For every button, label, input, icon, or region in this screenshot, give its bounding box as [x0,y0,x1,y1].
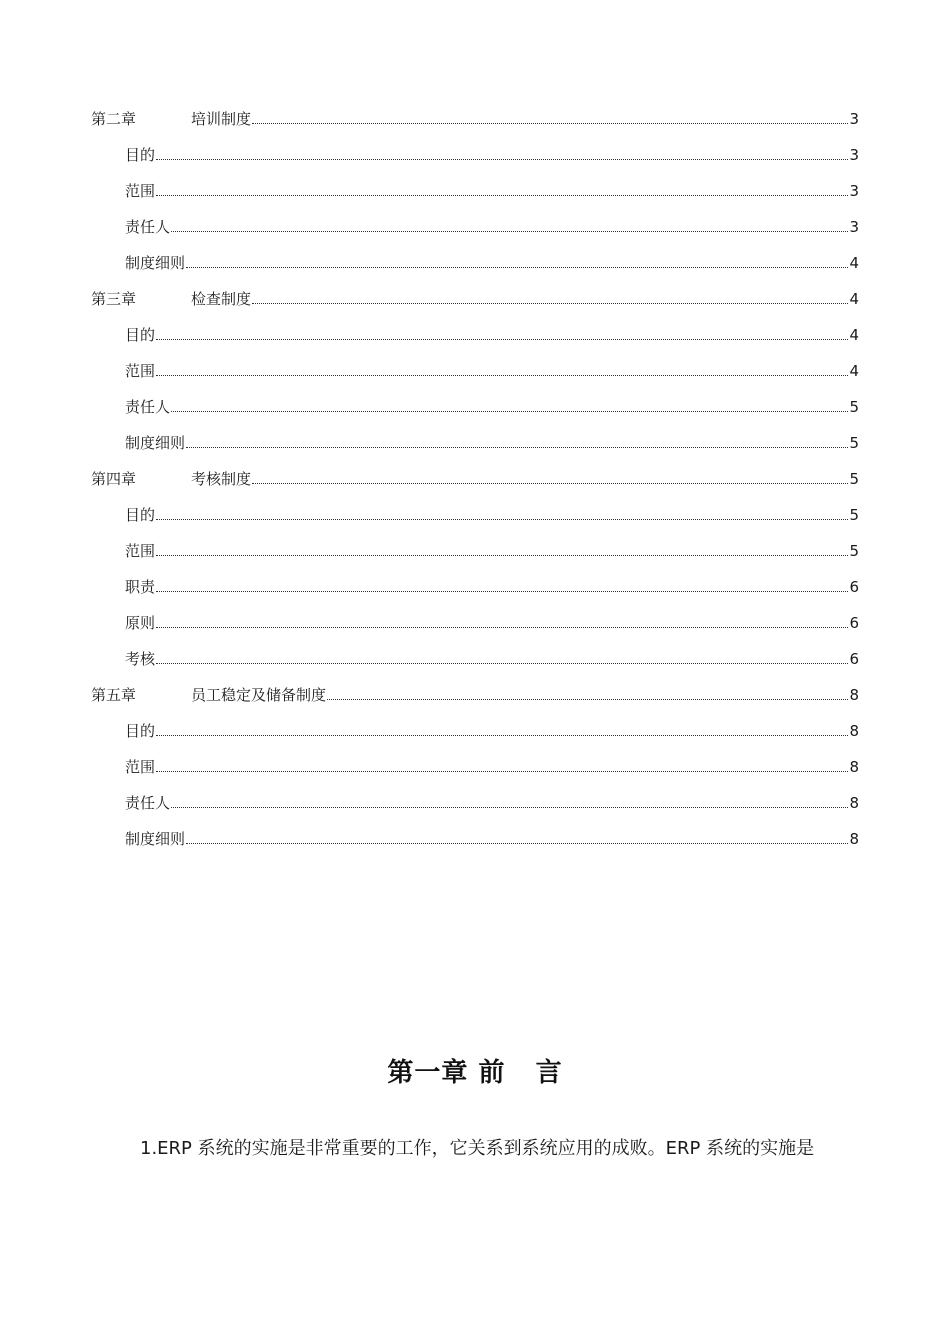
toc-entry-title: 职责 [125,578,156,596]
toc-entry-title: 目的 [125,146,156,164]
toc-entry-title: 目的 [125,722,156,740]
toc-entry-title: 制度细则 [125,254,186,272]
toc-entry-title: 原则 [125,614,156,632]
toc-dot-leader [156,770,848,772]
toc-entry-title: 目的 [125,506,156,524]
toc-chapter-number: 第五章 [91,686,137,704]
toc-entry-title: 范围 [125,542,156,560]
toc-dot-leader [156,734,848,736]
toc-page-number: 8 [849,830,859,848]
toc-page-number: 6 [849,614,859,632]
toc-dot-leader [156,554,848,556]
toc-section-entry[interactable] [91,315,859,351]
toc-page-number: 8 [849,722,859,740]
body-paragraph: 1.ERP 系统的实施是非常重要的工作，它关系到系统应用的成败。ERP 系统的实施是 [140,1138,815,1159]
toc-entry-title: 检查制度 [191,290,252,308]
toc-page-number: 6 [849,650,859,668]
toc-entry-title: 范围 [125,182,156,200]
toc-section-entry[interactable] [91,531,859,567]
toc-section-entry[interactable] [91,351,859,387]
toc-page-number: 4 [849,362,859,380]
toc-section-entry[interactable] [91,243,859,279]
toc-entry-title: 考核 [125,650,156,668]
toc-dot-leader [171,410,848,412]
toc-dot-leader [171,230,848,232]
toc-section-entry[interactable] [91,567,859,603]
toc-page-number: 3 [849,218,859,236]
toc-page-number: 3 [849,146,859,164]
toc-dot-leader [252,122,848,124]
toc-section-entry[interactable] [91,711,859,747]
toc-section-entry[interactable] [91,495,859,531]
toc-section-entry[interactable] [91,387,859,423]
toc-page-number: 8 [849,794,859,812]
toc-chapter-number: 第三章 [91,290,137,308]
toc-page-number: 5 [849,398,859,416]
toc-page-number: 3 [849,110,859,128]
toc-dot-leader [156,374,848,376]
toc-entry-title: 责任人 [125,794,171,812]
toc-section-entry[interactable] [91,171,859,207]
toc-entry-title: 目的 [125,326,156,344]
toc-section-entry[interactable] [91,747,859,783]
toc-dot-leader [156,518,848,520]
toc-section-entry[interactable] [91,639,859,675]
toc-chapter-entry[interactable] [91,99,859,135]
toc-page-number: 3 [849,182,859,200]
toc-page-number: 8 [849,686,859,704]
toc-dot-leader [186,446,848,448]
toc-entry-title: 范围 [125,758,156,776]
toc-dot-leader [252,302,848,304]
toc-page-number: 4 [849,290,859,308]
toc-chapter-number: 第四章 [91,470,137,488]
toc-dot-leader [156,662,848,664]
toc-section-entry[interactable] [91,207,859,243]
toc-chapter-entry[interactable] [91,675,859,711]
toc-entry-title: 责任人 [125,398,171,416]
toc-section-entry[interactable] [91,819,859,855]
toc-entry-title: 培训制度 [191,110,252,128]
toc-dot-leader [156,338,848,340]
toc-entry-title: 制度细则 [125,434,186,452]
toc-dot-leader [186,266,848,268]
toc-dot-leader [156,590,848,592]
toc-dot-leader [327,698,848,700]
toc-section-entry[interactable] [91,783,859,819]
toc-page-number: 4 [849,254,859,272]
toc-chapter-number: 第二章 [91,110,137,128]
toc-page-number: 5 [849,470,859,488]
toc-chapter-entry[interactable] [91,459,859,495]
toc-page-number: 6 [849,578,859,596]
toc-entry-title: 责任人 [125,218,171,236]
toc-page-number: 8 [849,758,859,776]
toc-dot-leader [156,158,848,160]
toc-page-number: 5 [849,542,859,560]
toc-chapter-entry[interactable] [91,279,859,315]
toc-section-entry[interactable] [91,603,859,639]
toc-dot-leader [252,482,848,484]
chapter-heading: 第一章 前 言 [387,1058,563,1088]
toc-section-entry[interactable] [91,423,859,459]
toc-page-number: 5 [849,434,859,452]
toc-dot-leader [156,626,848,628]
toc-page-number: 4 [849,326,859,344]
toc-page-number: 5 [849,506,859,524]
toc-entry-title: 范围 [125,362,156,380]
table-of-contents [91,99,859,855]
toc-dot-leader [156,194,848,196]
toc-dot-leader [171,806,848,808]
toc-section-entry[interactable] [91,135,859,171]
toc-dot-leader [186,842,848,844]
toc-entry-title: 员工稳定及储备制度 [191,686,327,704]
toc-entry-title: 制度细则 [125,830,186,848]
toc-entry-title: 考核制度 [191,470,252,488]
